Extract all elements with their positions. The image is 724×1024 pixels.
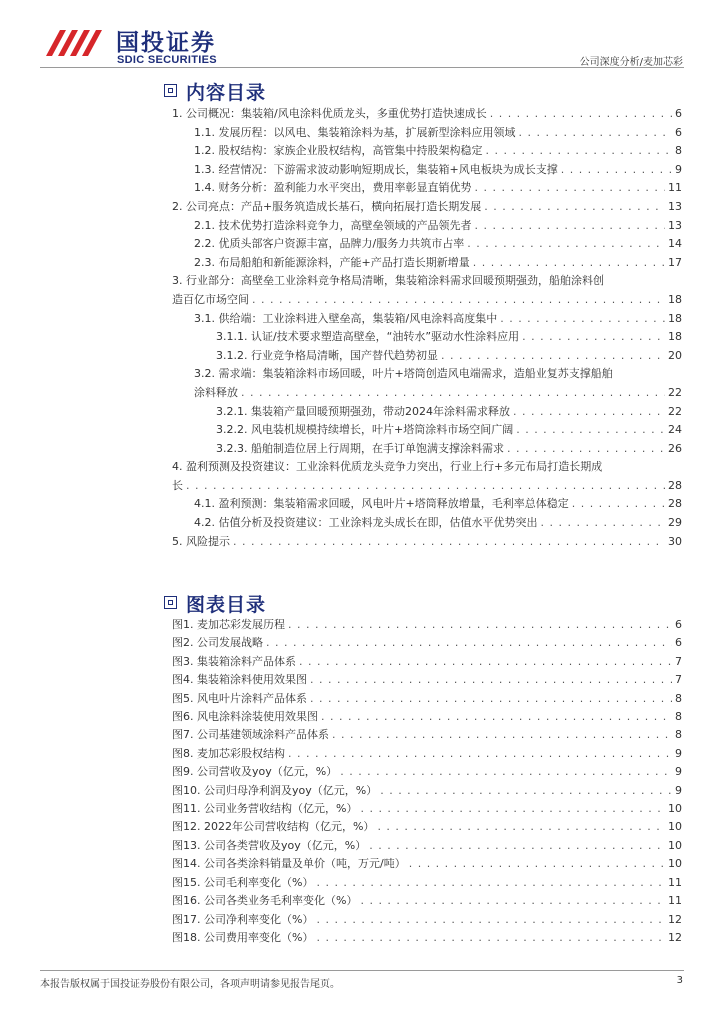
toc-entry-page: 9: [675, 162, 682, 176]
toc-entry-title: 3.2.3. 船舶制造位居上行周期，在手订单饱满支撑涂料需求: [216, 441, 504, 455]
dot-leader: [316, 929, 665, 947]
toc-entry-page: 22: [668, 404, 682, 418]
toc-entry-title-line2: 长: [172, 478, 183, 492]
toc-entry-page: 24: [668, 423, 682, 437]
toc-entry-page: 6: [675, 107, 682, 120]
figure-entry-title: 图14. 公司各类涂料销量及单价（吨，万元/吨）: [172, 857, 406, 871]
toc-entry-page: 18: [668, 330, 682, 344]
toc-entry-title-line2: 造百亿市场空间: [172, 292, 249, 306]
toc-title: 内容目录: [186, 82, 267, 104]
toc-entry[interactable]: [172, 403, 682, 422]
figure-entry[interactable]: [172, 616, 682, 634]
dot-leader: [522, 328, 665, 347]
figure-entry-page: 9: [675, 783, 682, 797]
dot-leader: [186, 477, 665, 496]
toc-entry[interactable]: [172, 440, 682, 459]
toc-entry-page: 28: [668, 497, 682, 511]
square-bullet-icon: [164, 84, 177, 97]
header-divider: [40, 67, 684, 68]
toc-entry[interactable]: [172, 421, 682, 440]
toc-entry[interactable]: [172, 495, 682, 514]
figure-entry-page: 10: [668, 820, 682, 834]
toc-entry-page: 11: [668, 181, 682, 195]
dot-leader: [475, 217, 666, 236]
figure-entry[interactable]: [172, 874, 682, 892]
figure-entry[interactable]: [172, 800, 682, 818]
figure-entry[interactable]: [172, 892, 682, 910]
dot-leader: [299, 653, 672, 671]
figure-entry-page: 7: [675, 654, 682, 668]
toc-entry-page: 6: [675, 125, 682, 139]
toc-entry-page: 26: [668, 441, 682, 455]
toc-entry-title: 2.3. 布局船舶和新能源涂料，产能+产品打造长期新增量: [194, 255, 470, 269]
figure-entry-title: 图11. 公司业务营收结构（亿元，%）: [172, 802, 358, 816]
dot-leader: [252, 291, 665, 310]
figure-entry-title: 图6. 风电涂料涂装使用效果图: [172, 710, 318, 724]
figure-entry-title: 图16. 公司各类业务毛利率变化（%）: [172, 894, 358, 908]
figure-entry-page: 8: [675, 691, 682, 705]
toc-entry-page: 18: [668, 292, 682, 306]
toc-entry-title: 3.2.1. 集装箱产量回暖预期强劲，带动2024年涂料需求释放: [216, 404, 510, 418]
figure-entry-page: 10: [668, 802, 682, 816]
toc-entry[interactable]: [172, 458, 682, 495]
report-type-label: 公司深度分析/麦加芯彩: [579, 57, 683, 68]
figure-entry-page: 11: [668, 894, 682, 908]
dot-leader: [233, 533, 665, 552]
toc-entry-title: 1.1. 发展历程：以风电、集装箱涂料为基，扩展新型涂料应用领域: [194, 125, 516, 139]
toc-entry-title: 1.4. 财务分析：盈利能力水平突出，费用率彰显直销优势: [194, 181, 472, 195]
sdic-logo-icon: [40, 26, 110, 56]
toc-entry-page: 20: [668, 348, 682, 362]
dot-leader: [321, 708, 672, 726]
figure-entry[interactable]: [172, 726, 682, 744]
figure-entry-title: 图8. 麦加芯彩股权结构: [172, 746, 285, 760]
footer-divider: [40, 970, 684, 971]
dot-leader: [266, 634, 672, 652]
page-number: 3: [676, 975, 683, 986]
figure-entry[interactable]: [172, 690, 682, 708]
toc-entry[interactable]: [172, 272, 682, 309]
figure-entry[interactable]: [172, 708, 682, 726]
dot-leader: [316, 911, 665, 929]
figure-entry-page: 8: [675, 728, 682, 742]
figure-entry-page: 12: [668, 912, 682, 926]
dot-leader: [541, 514, 666, 533]
dot-leader: [475, 179, 666, 198]
toc-entry-title: 5. 风险提示: [172, 534, 230, 548]
page-header: [0, 0, 724, 72]
figure-entry[interactable]: [172, 818, 682, 836]
dot-leader: [441, 347, 665, 366]
figure-entry-page: 7: [675, 673, 682, 687]
figure-entry-title: 图4. 集装箱涂料使用效果图: [172, 673, 307, 687]
figure-entry-title: 图2. 公司发展战略: [172, 636, 263, 650]
toc-list: [172, 105, 682, 551]
dot-leader: [507, 440, 665, 459]
figure-entry[interactable]: [172, 911, 682, 929]
toc-entry[interactable]: [172, 161, 682, 180]
toc-entry-page: 30: [668, 534, 682, 548]
figure-entry-title: 图18. 公司费用率变化（%）: [172, 930, 314, 944]
figure-entry-page: 6: [675, 636, 682, 650]
toc-entry[interactable]: [172, 533, 682, 552]
dot-leader: [288, 745, 672, 763]
logo-english-name: SDIC SECURITIES: [117, 54, 217, 66]
toc-entry[interactable]: [172, 142, 682, 161]
figure-entry-title: 图12. 2022年公司营收结构（亿元，%）: [172, 820, 375, 834]
figure-entry[interactable]: [172, 634, 682, 652]
toc-entry-title: 3.2.2. 风电装机规模持续增长，叶片+塔筒涂料市场空间广阔: [216, 423, 514, 437]
figure-entry[interactable]: [172, 653, 682, 671]
toc-entry-page: 17: [668, 255, 682, 269]
dot-leader: [310, 671, 672, 689]
dot-leader: [490, 105, 672, 124]
figure-entry-title: 图7. 公司基建领域涂料产品体系: [172, 728, 329, 742]
toc-entry-title: 2.1. 技术优势打造涂料竞争力，高壁垒领域的产品领先者: [194, 218, 472, 232]
figure-entry-title: 图5. 风电叶片涂料产品体系: [172, 691, 307, 705]
toc-entry[interactable]: [172, 235, 682, 254]
toc-entry-title-line1: 3.2. 需求端：集装箱涂料市场回暖，叶片+塔筒创造风电端需求，造船业复苏支撑船舶: [194, 367, 613, 381]
figure-entry-page: 6: [675, 618, 682, 631]
figures-list: [172, 616, 682, 947]
figures-title: 图表目录: [186, 594, 267, 616]
toc-entry-title: 3.1.2. 行业竞争格局清晰，国产替代趋势初显: [216, 348, 438, 362]
figure-entry-page: 9: [675, 765, 682, 779]
toc-entry[interactable]: [172, 254, 682, 273]
dot-leader: [241, 384, 665, 403]
toc-entry-page: 22: [668, 385, 682, 399]
dot-leader: [484, 198, 665, 217]
toc-entry-title: 1. 公司概况：集装箱/风电涂料优质龙头，多重优势打造快速成长: [172, 107, 487, 120]
toc-entry[interactable]: [172, 217, 682, 236]
toc-entry-title: 4.1. 盈利预测：集装箱需求回暖，风电叶片+塔筒释放增量，毛利率总体稳定: [194, 497, 569, 511]
figure-entry[interactable]: [172, 745, 682, 763]
company-logo: [40, 24, 240, 70]
figure-entry-page: 10: [668, 857, 682, 871]
dot-leader: [561, 161, 672, 180]
toc-entry-title: 1.2. 股权结构：家族企业股权结构，高管集中持股架构稳定: [194, 144, 483, 158]
dot-leader: [519, 124, 673, 143]
figure-entry-page: 8: [675, 710, 682, 724]
figure-entry-title: 图17. 公司净利率变化（%）: [172, 912, 314, 926]
figure-entry-title: 图1. 麦加芯彩发展历程: [172, 618, 285, 631]
toc-entry-title: 1.3. 经营情况：下游需求波动影响短期成长，集装箱+风电板块为成长支撑: [194, 162, 558, 176]
toc-entry-title: 4.2. 估值分析及投资建议：工业涂料龙头成长在即，估值水平优势突出: [194, 516, 538, 530]
dot-leader: [473, 254, 665, 273]
dot-leader: [377, 818, 665, 836]
dot-leader: [513, 403, 665, 422]
dot-leader: [316, 874, 665, 892]
dot-leader: [516, 421, 665, 440]
dot-leader: [572, 495, 665, 514]
toc-entry[interactable]: [172, 347, 682, 366]
toc-entry-title: 2. 公司亮点：产品+服务筑造成长基石，横向拓展打造长期发展: [172, 199, 482, 213]
dot-leader: [380, 782, 672, 800]
dot-leader: [360, 800, 665, 818]
dot-leader: [409, 855, 665, 873]
figure-entry-title: 图13. 公司各类营收及yoy（亿元，%）: [172, 838, 367, 852]
toc-entry-page: 14: [668, 237, 682, 251]
figure-entry-title: 图3. 集装箱涂料产品体系: [172, 654, 296, 668]
toc-entry-title-line1: 4. 盈利预测及投资建议：工业涂料优质龙头竞争力突出，行业上行+多元布局打造长期成: [172, 460, 603, 474]
figure-entry-page: 12: [668, 930, 682, 944]
toc-entry-title-line1: 3. 行业部分：高壁垒工业涂料竞争格局清晰，集装箱涂料需求回暖预期强劲，船舶涂料创: [172, 274, 604, 288]
toc-entry[interactable]: [172, 198, 682, 217]
toc-entry-page: 13: [668, 218, 682, 232]
figure-entry[interactable]: [172, 671, 682, 689]
figure-entry-title: 图9. 公司营收及yoy（亿元，%）: [172, 765, 338, 779]
toc-entry[interactable]: [172, 105, 682, 124]
square-bullet-icon: [164, 596, 177, 609]
figure-entry-title: 图10. 公司归母净利润及yoy（亿元，%）: [172, 783, 378, 797]
toc-entry-title: 3.1.1. 认证/技术要求塑造高壁垒，“油转水”驱动水性涂料应用: [216, 330, 520, 344]
dot-leader: [467, 235, 665, 254]
toc-entry-title: 3.1. 供给端：工业涂料进入壁垒高，集装箱/风电涂料高度集中: [194, 311, 498, 325]
logo-chinese-name: 国投证券: [116, 30, 216, 56]
dot-leader: [486, 142, 673, 161]
toc-entry-page: 18: [668, 311, 682, 325]
figure-entry[interactable]: [172, 763, 682, 781]
dot-leader: [360, 892, 665, 910]
toc-entry[interactable]: [172, 310, 682, 329]
figure-entry[interactable]: [172, 782, 682, 800]
footer-disclaimer: 本报告版权属于国投证券股份有限公司，各项声明请参见报告尾页。: [40, 979, 340, 990]
toc-entry[interactable]: [172, 365, 682, 402]
toc-entry-title-line2: 涂料释放: [194, 385, 238, 399]
figure-entry-title: 图15. 公司毛利率变化（%）: [172, 875, 314, 889]
dot-leader: [500, 310, 665, 329]
toc-entry-page: 13: [668, 199, 682, 213]
dot-leader: [340, 763, 672, 781]
figure-entry[interactable]: [172, 837, 682, 855]
figure-entry-page: 9: [675, 746, 682, 760]
figure-entry[interactable]: [172, 855, 682, 873]
toc-entry-page: 28: [668, 478, 682, 492]
toc-entry[interactable]: [172, 328, 682, 347]
toc-entry-page: 8: [675, 144, 682, 158]
toc-entry[interactable]: [172, 514, 682, 533]
dot-leader: [369, 837, 665, 855]
toc-entry[interactable]: [172, 179, 682, 198]
dot-leader: [332, 726, 672, 744]
dot-leader: [310, 690, 672, 708]
figure-entry-page: 11: [668, 875, 682, 889]
toc-entry-page: 29: [668, 516, 682, 530]
toc-entry[interactable]: [172, 124, 682, 143]
toc-entry-title: 2.2. 优质头部客户资源丰富，品牌力/服务力共筑市占率: [194, 237, 465, 251]
figure-entry[interactable]: [172, 929, 682, 947]
figure-entry-page: 10: [668, 838, 682, 852]
dot-leader: [288, 616, 672, 634]
